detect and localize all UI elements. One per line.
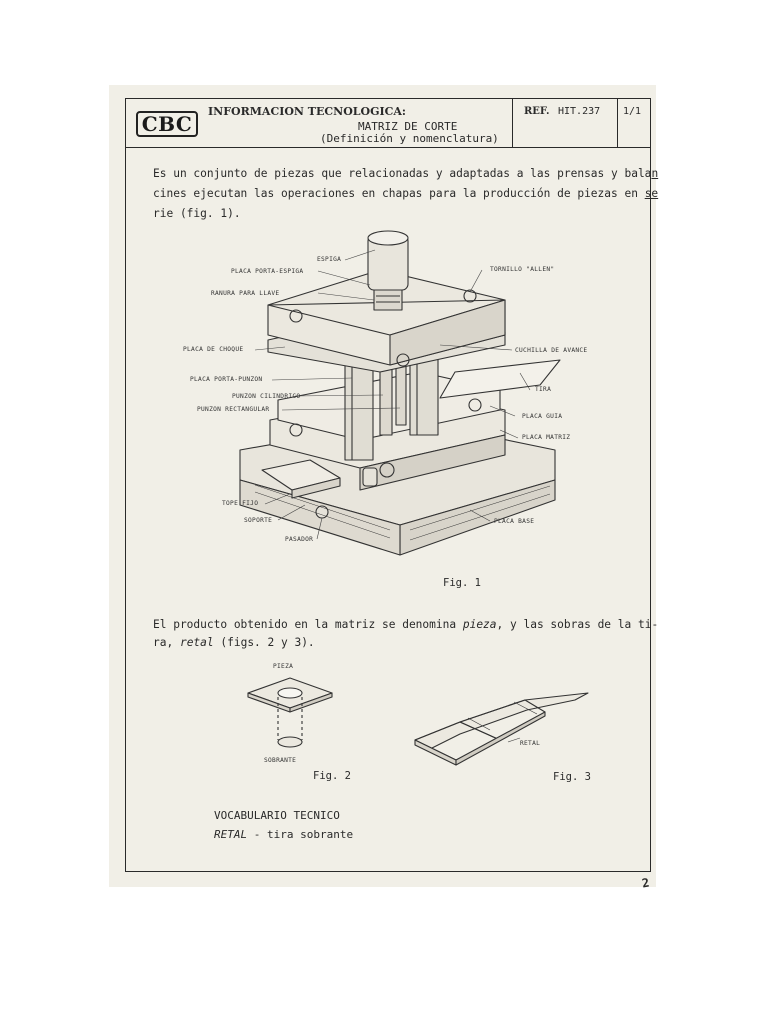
- label-placa-porta-punzon: PLACA PORTA-PUNZON: [190, 376, 263, 383]
- label-punzon-cilindrico: PUNZON CILINDRICO: [232, 393, 301, 400]
- ref-code: HIT.237: [558, 106, 601, 117]
- label-placa-guia: PLACA GUIA: [522, 413, 563, 420]
- vocabulary-heading: VOCABULARIO TECNICO: [214, 809, 340, 822]
- intro-line-2: cines ejecutan las operaciones en chapas para la producción de piezas en se: [153, 187, 659, 200]
- section-title: INFORMACION TECNOLOGICA:: [208, 105, 406, 118]
- label-cuchilla: CUCHILLA DE AVANCE: [515, 347, 588, 354]
- vocabulary-entry: RETAL - tira sobrante: [214, 828, 354, 841]
- fig3-label-retal: RETAL: [520, 740, 541, 747]
- cbc-logo: CBC: [136, 111, 198, 137]
- product-line-1: El producto obtenido en la matriz se denomina pieza, y las sobras de la ti-: [153, 618, 659, 631]
- label-ranura: RANURA PARA LLAVE: [211, 290, 280, 297]
- fig1-caption: Fig. 1: [443, 577, 481, 589]
- fig2-label-pieza: PIEZA: [273, 663, 294, 670]
- fig2-caption: Fig. 2: [313, 770, 351, 782]
- intro-line-1: Es un conjunto de piezas que relacionadas y adaptadas a las prensas y balan: [153, 167, 659, 180]
- label-pasador: PASADOR: [285, 536, 314, 543]
- ref-label: REF.: [524, 106, 550, 117]
- label-soporte: SOPORTE: [244, 517, 273, 524]
- page-number: 1/1: [623, 106, 642, 117]
- label-placa-matriz: PLACA MATRIZ: [522, 434, 571, 441]
- document-title: MATRIZ DE CORTE: [358, 120, 458, 133]
- label-tira: TIRA: [535, 386, 552, 393]
- label-tornillo: TORNILLO "ALLEN": [490, 266, 555, 273]
- intro-line-3: rie (fig. 1).: [153, 207, 241, 220]
- page-corner-mark: 2: [640, 875, 651, 891]
- label-placa-porta-espiga: PLACA PORTA-ESPIGA: [231, 268, 304, 275]
- fig3-caption: Fig. 3: [553, 771, 591, 783]
- label-punzon-rectangular: PUNZON RECTANGULAR: [197, 406, 270, 413]
- label-tope-fijo: TOPE FIJO: [222, 500, 259, 507]
- label-placa-choque: PLACA DE CHOQUE: [183, 346, 244, 353]
- label-espiga: ESPIGA: [317, 256, 342, 263]
- document-subtitle: (Definición y nomenclatura): [320, 132, 499, 145]
- label-placa-base: PLACA BASE: [494, 518, 535, 525]
- product-line-2: ra, retal (figs. 2 y 3).: [153, 636, 315, 649]
- fig2-label-sobrante: SOBRANTE: [264, 757, 297, 764]
